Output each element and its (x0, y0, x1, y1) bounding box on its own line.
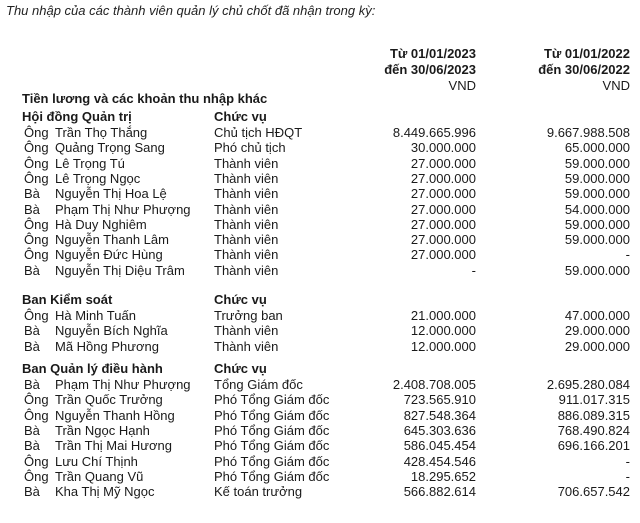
amount-2023: - (471, 262, 476, 278)
amount-2022: 65.000.000 (564, 140, 630, 156)
role-column-header: Chức vụ (214, 292, 267, 307)
intro-text: Thu nhập của các thành viên quản lý chủ chốt đã nhận trong kỳ: (6, 3, 376, 18)
member-role: Thành viên (214, 201, 279, 217)
member-name: Nguyễn Thị Hoa Lệ (55, 186, 167, 202)
group-header (0, 292, 640, 308)
amount-2022: 696.166.201 (557, 438, 630, 454)
member-name: Nguyễn Thanh Hồng (55, 407, 175, 423)
table-row (0, 323, 640, 339)
table-row (0, 247, 640, 263)
group-header (0, 109, 640, 125)
member-role: Phó chủ tịch (214, 140, 286, 156)
member-name: Nguyễn Thị Diệu Trâm (55, 262, 185, 278)
member-role: Thành viên (214, 186, 279, 202)
column-2022-unit: VND (602, 78, 630, 93)
member-name: Trần Quang Vũ (55, 468, 144, 484)
honorific: Ông (24, 216, 49, 232)
amount-2023: 27.000.000 (410, 155, 476, 171)
honorific: Ông (24, 155, 49, 171)
honorific: Bà (24, 422, 40, 438)
group-title: Ban Kiểm soát (22, 292, 113, 307)
amount-2023: 27.000.000 (410, 170, 476, 186)
honorific: Ông (24, 468, 49, 484)
amount-2023: 12.000.000 (410, 323, 476, 339)
amount-2022: 59.000.000 (564, 232, 630, 248)
honorific: Bà (24, 186, 40, 202)
member-name: Hà Duy Nghiêm (55, 216, 147, 232)
member-name: Mã Hồng Phương (55, 338, 159, 354)
member-role: Phó Tổng Giám đốc (214, 453, 330, 469)
table-row (0, 392, 640, 408)
honorific: Bà (24, 438, 40, 454)
table-row (0, 156, 640, 172)
amount-2023: 428.454.546 (403, 453, 476, 469)
amount-2022: - (625, 453, 630, 469)
member-role: Thành viên (214, 170, 279, 186)
group-header (0, 361, 640, 377)
member-role: Phó Tổng Giám đốc (214, 407, 330, 423)
member-name: Trần Ngọc Hạnh (55, 422, 150, 438)
member-name: Hà Minh Tuấn (55, 308, 136, 323)
amount-2023: 27.000.000 (410, 186, 476, 202)
honorific: Bà (24, 338, 40, 354)
member-name: Trần Thị Mai Hương (55, 438, 172, 454)
group-title: Hội đồng Quản trị (22, 109, 132, 124)
amount-2023: 8.449.665.996 (392, 125, 476, 140)
amount-2022: 886.089.315 (557, 407, 630, 423)
table-row (0, 438, 640, 454)
member-role: Thành viên (214, 323, 279, 339)
table-row (0, 423, 640, 439)
table-row (0, 171, 640, 187)
table-row (0, 202, 640, 218)
amount-2023: 827.548.364 (403, 407, 476, 423)
amount-2023: 30.000.000 (410, 140, 476, 156)
table-row (0, 140, 640, 156)
honorific: Ông (24, 140, 49, 156)
table-row (0, 217, 640, 233)
honorific: Bà (24, 484, 40, 500)
member-role: Kế toán trưởng (214, 484, 303, 500)
amount-2022: 2.695.280.084 (546, 377, 630, 392)
table-row (0, 469, 640, 485)
amount-2022: 59.000.000 (564, 216, 630, 232)
honorific: Bà (24, 262, 40, 278)
honorific: Bà (24, 201, 40, 217)
amount-2023: 27.000.000 (410, 201, 476, 217)
honorific: Ông (24, 232, 49, 248)
column-2022-line2: đến 30/06/2022 (538, 62, 630, 77)
table-row (0, 186, 640, 202)
member-name: Nguyễn Thanh Lâm (55, 232, 169, 248)
amount-2023: 12.000.000 (410, 338, 476, 354)
role-column-header: Chức vụ (214, 109, 267, 124)
amount-2023: 27.000.000 (410, 247, 476, 263)
group-title: Ban Quản lý điều hành (22, 361, 163, 376)
member-role: Phó Tổng Giám đốc (214, 392, 330, 408)
member-role: Trưởng ban (214, 308, 283, 323)
amount-2023: 566.882.614 (403, 484, 476, 500)
member-name: Quảng Trọng Sang (55, 140, 165, 156)
column-2023-line2: đến 30/06/2023 (384, 62, 476, 77)
column-2022-line1: Từ 01/01/2022 (543, 46, 630, 61)
amount-2023: 18.295.652 (410, 468, 476, 484)
table-row (0, 484, 640, 500)
honorific: Ông (24, 125, 49, 140)
member-name: Phạm Thị Như Phượng (55, 201, 191, 217)
member-name: Phạm Thị Như Phượng (55, 377, 191, 392)
honorific: Ông (24, 453, 49, 469)
amount-2022: 54.000.000 (564, 201, 630, 217)
amount-2022: 29.000.000 (564, 338, 630, 354)
member-name: Lê Trọng Tú (55, 155, 125, 171)
column-2023-line1: Từ 01/01/2023 (389, 46, 476, 61)
member-name: Nguyễn Bích Nghĩa (55, 323, 168, 339)
member-name: Nguyễn Đức Hùng (55, 247, 163, 263)
honorific: Ông (24, 392, 49, 408)
amount-2022: 9.667.988.508 (546, 125, 630, 140)
amount-2023: 586.045.454 (403, 438, 476, 454)
member-role: Phó Tổng Giám đốc (214, 438, 330, 454)
amount-2023: 645.303.636 (403, 422, 476, 438)
amount-2022: - (625, 247, 630, 263)
honorific: Bà (24, 377, 40, 392)
table-row (0, 308, 640, 324)
section-title: Tiền lương và các khoản thu nhập khác (22, 91, 268, 106)
column-header-2023 (384, 46, 476, 94)
amount-2022: 706.657.542 (557, 484, 630, 500)
honorific: Ông (24, 170, 49, 186)
table-row (0, 408, 640, 424)
table-row (0, 377, 640, 393)
amount-2022: 59.000.000 (564, 155, 630, 171)
amount-2022: 59.000.000 (564, 262, 630, 278)
amount-2023: 27.000.000 (410, 216, 476, 232)
member-role: Thành viên (214, 232, 279, 248)
honorific: Ông (24, 247, 49, 263)
amount-2023: 2.408.708.005 (392, 377, 476, 392)
member-role: Thành viên (214, 338, 279, 354)
member-name: Lê Trọng Ngọc (55, 170, 141, 186)
amount-2022: 59.000.000 (564, 186, 630, 202)
amount-2022: 29.000.000 (564, 323, 630, 339)
member-role: Thành viên (214, 155, 279, 171)
amount-2023: 21.000.000 (410, 308, 476, 323)
table-row (0, 339, 640, 355)
amount-2023: 723.565.910 (403, 392, 476, 408)
column-2023-unit: VND (448, 78, 476, 93)
amount-2022: 768.490.824 (557, 422, 630, 438)
member-role: Thành viên (214, 247, 279, 263)
honorific: Ông (24, 407, 49, 423)
column-header-2022 (538, 46, 630, 94)
member-role: Phó Tổng Giám đốc (214, 422, 330, 438)
amount-2022: 911.017.315 (558, 392, 630, 408)
table-row (0, 232, 640, 248)
table-row (0, 263, 640, 279)
amount-2022: 47.000.000 (564, 308, 630, 323)
amount-2022: 59.000.000 (564, 170, 630, 186)
member-role: Chủ tịch HĐQT (214, 125, 303, 140)
member-name: Lưu Chí Thịnh (55, 453, 138, 469)
amount-2022: - (625, 468, 630, 484)
member-role: Thành viên (214, 262, 279, 278)
amount-2023: 27.000.000 (410, 232, 476, 248)
honorific: Ông (24, 308, 49, 323)
honorific: Bà (24, 323, 40, 339)
member-name: Trần Thọ Thắng (55, 125, 148, 140)
role-column-header: Chức vụ (214, 361, 267, 376)
member-name: Trần Quốc Trưởng (55, 392, 163, 408)
member-name: Kha Thị Mỹ Ngọc (55, 484, 155, 500)
member-role: Thành viên (214, 216, 279, 232)
table-row (0, 454, 640, 470)
table-row (0, 125, 640, 141)
member-role: Phó Tổng Giám đốc (214, 468, 330, 484)
member-role: Tổng Giám đốc (214, 377, 303, 392)
